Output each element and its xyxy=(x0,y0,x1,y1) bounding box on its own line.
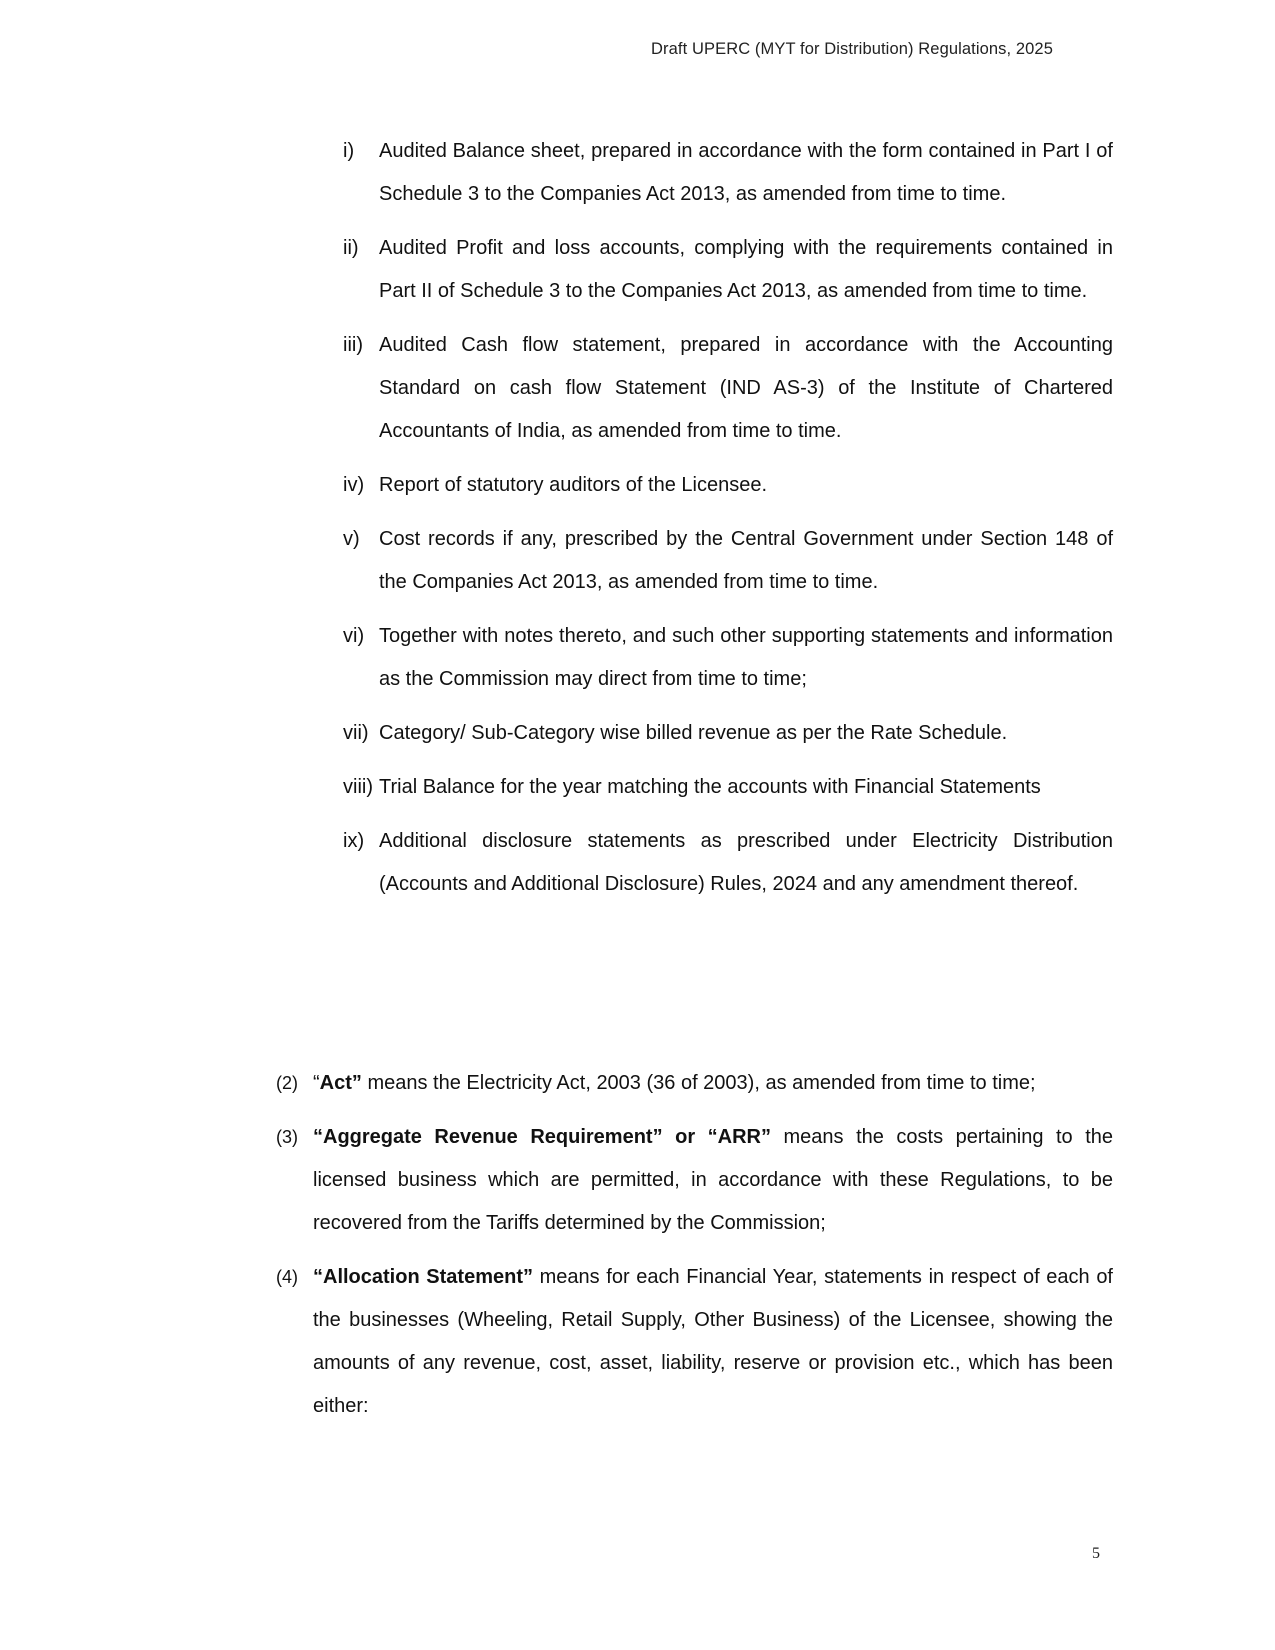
list-item-text: Trial Balance for the year matching the accounts with Financial Statements xyxy=(379,776,1041,798)
running-header: Draft UPERC (MYT for Distribution) Regulations, 2025 xyxy=(651,40,1053,58)
definition-body: means for each Financial Year, statements in respect of each of the businesses (Wheeling, Retail Supply, Other Business) of the Licensee, showing the amounts of any revenue, cost, asset, liability, reserve or provision etc., which has been either: xyxy=(313,1266,1113,1417)
list-item xyxy=(343,227,1113,313)
list-item xyxy=(343,518,1113,604)
definition-text xyxy=(313,1116,1113,1245)
definition-quote: “ xyxy=(313,1072,320,1094)
list-marker: i) xyxy=(343,140,355,162)
list-item xyxy=(343,766,1113,809)
list-marker: vii) xyxy=(343,722,369,744)
list-marker: vi) xyxy=(343,625,365,647)
definition-term: “Allocation Statement” xyxy=(313,1266,533,1288)
financial-statements-list xyxy=(343,130,1113,917)
list-marker: ii) xyxy=(343,237,359,259)
list-marker: ix) xyxy=(343,830,365,852)
list-item-text: Together with notes thereto, and such other supporting statements and information as the Commission may direct from time to time; xyxy=(379,625,1113,690)
list-item-text: Audited Profit and loss accounts, complying with the requirements contained in Part II of Schedule 3 to the Companies Act 2013, as amended from time to time. xyxy=(379,237,1113,302)
list-item xyxy=(343,615,1113,701)
list-item-text: Cost records if any, prescribed by the Central Government under Section 148 of the Companies Act 2013, as amended from time to time. xyxy=(379,528,1113,593)
list-item-text: Audited Balance sheet, prepared in accordance with the form contained in Part I of Schedule 3 to the Companies Act 2013, as amended from time to time. xyxy=(379,140,1113,205)
list-marker: viii) xyxy=(343,776,373,798)
definition-number: (2) xyxy=(276,1073,298,1093)
definition-body: means the Electricity Act, 2003 (36 of 2003), as amended from time to time; xyxy=(361,1072,1036,1094)
list-item xyxy=(343,712,1113,755)
definitions-list xyxy=(276,1062,1113,1439)
definition-text xyxy=(313,1062,1113,1105)
list-item-text: Report of statutory auditors of the Licensee. xyxy=(379,474,767,496)
page-number: 5 xyxy=(1092,1545,1100,1562)
definition-body: means the costs pertaining to the licensed business which are permitted, in accordance with these Regulations, to be recovered from the Tariffs determined by the Commission; xyxy=(313,1126,1114,1234)
definition-item xyxy=(276,1256,1113,1428)
definition-term: “Aggregate Revenue Requirement” or “ARR” xyxy=(313,1126,771,1148)
list-item-text: Audited Cash flow statement, prepared in accordance with the Accounting Standard on cash flow Statement (IND AS-3) of the Institute of Chartered Accountants of India, as amended from time to time. xyxy=(379,334,1113,442)
list-item xyxy=(343,324,1113,453)
definition-number: (3) xyxy=(276,1127,298,1147)
list-item-text: Category/ Sub-Category wise billed revenue as per the Rate Schedule. xyxy=(379,722,1008,744)
definition-item xyxy=(276,1062,1113,1105)
list-marker: v) xyxy=(343,528,360,550)
list-item xyxy=(343,130,1113,216)
definition-number: (4) xyxy=(276,1267,298,1287)
definition-text xyxy=(313,1256,1113,1428)
list-marker: iv) xyxy=(343,474,365,496)
definition-item xyxy=(276,1116,1113,1245)
definition-term: Act” xyxy=(319,1072,362,1094)
list-item xyxy=(343,464,1113,507)
list-marker: iii) xyxy=(343,334,363,356)
list-item-text: Additional disclosure statements as prescribed under Electricity Distribution (Accounts and Additional Disclosure) Rules, 2024 and any amendment thereof. xyxy=(379,830,1113,895)
list-item xyxy=(343,820,1113,906)
